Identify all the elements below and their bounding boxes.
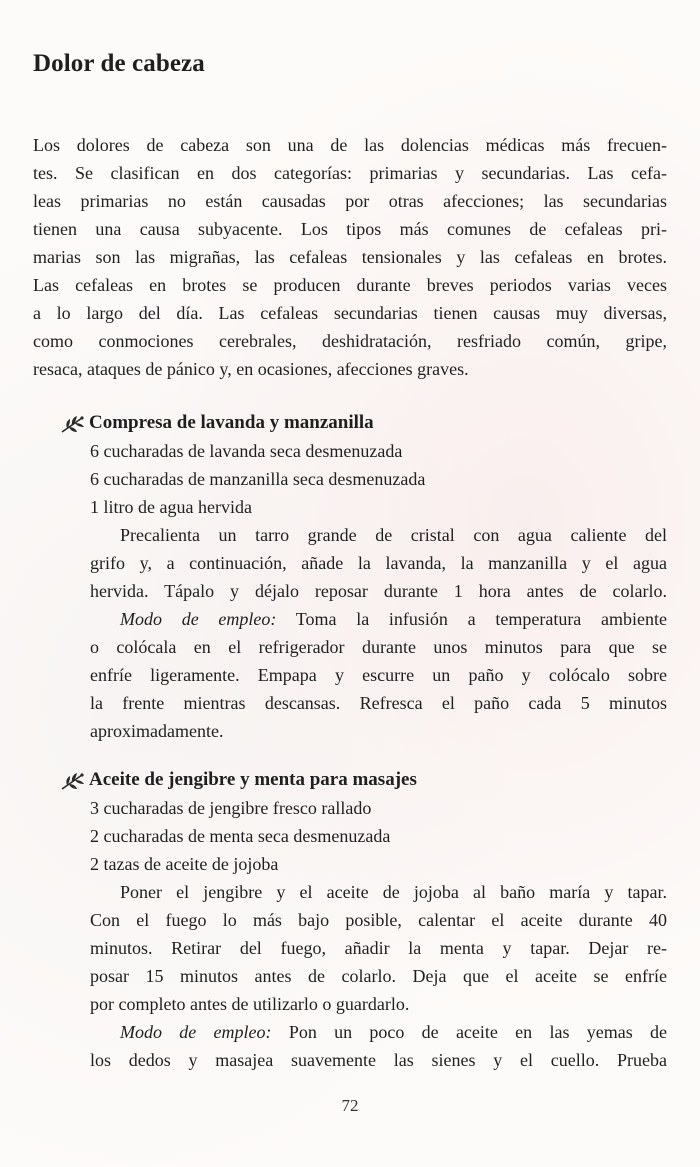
page-number: 72 (341, 1096, 359, 1115)
recipe-lavender-chamomile (60, 409, 667, 745)
instruction-line: posar 15 minutos antes de colarlo. Deja que el aceite se enfríe (90, 966, 667, 986)
usage-text: Pon un poco de aceite en las yemas de (271, 1022, 667, 1042)
instruction-line: Con el fuego lo más bajo posible, calentar el aceite durante 40 (90, 910, 667, 930)
usage-label: Modo de empleo: (120, 609, 277, 629)
ingredient-list (90, 794, 667, 878)
instructions-paragraph (90, 878, 667, 1018)
recipe-title: Aceite de jengibre y menta para masajes (89, 769, 417, 790)
intro-line: resaca, ataques de pánico y, en ocasiones, afecciones graves. (33, 359, 469, 379)
intro-line: a lo largo del día. Las cefaleas secundarias tienen causas muy diversas, (33, 303, 667, 323)
instruction-line: hervida. Tápalo y déjalo reposar durante 1 hora antes de colarlo. (90, 581, 667, 601)
intro-line: tes. Se clasifican en dos categorías: primarias y secundarias. Las cefa- (33, 163, 667, 183)
usage-text: Toma la infusión a temperatura ambiente (276, 609, 667, 629)
intro-line: leas primarias no están causadas por otras afecciones; las secundarias (33, 191, 667, 211)
instruction-line: por completo antes de utilizarlo o guardarlo. (90, 994, 410, 1014)
usage-line: o colócala en el refrigerador durante unos minutos para que se (90, 637, 667, 657)
ingredient-list (90, 437, 667, 521)
herb-sprig-icon (60, 414, 86, 434)
ingredient-item: 2 cucharadas de menta seca desmenuzada (90, 826, 391, 846)
ingredient-item: 3 cucharadas de jengibre fresco rallado (90, 798, 372, 818)
usage-label: Modo de empleo: (120, 1022, 272, 1042)
intro-line: Los dolores de cabeza son una de las dolencias médicas más frecuen- (33, 135, 667, 155)
intro-line: marias son las migrañas, las cefaleas tensionales y las cefaleas en brotes. (33, 247, 667, 267)
intro-paragraph (33, 131, 667, 383)
instructions-paragraph (90, 521, 667, 605)
instruction-line: grifo y, a continuación, añade la lavanda, la manzanilla y el agua (90, 553, 667, 573)
intro-line: Las cefaleas en brotes se producen durante breves periodos varias veces (33, 275, 667, 295)
ingredient-item: 2 tazas de aceite de jojoba (90, 854, 279, 874)
instruction-line: minutos. Retirar del fuego, añadir la menta y tapar. Dejar re- (90, 938, 667, 958)
usage-line (90, 1018, 667, 1046)
usage-line: los dedos y masajea suavemente las sienes y el cuello. Prueba (90, 1050, 667, 1070)
recipe-title: Compresa de lavanda y manzanilla (89, 412, 374, 433)
page-title: Dolor de cabeza (33, 50, 205, 77)
herb-sprig-icon (60, 771, 86, 791)
usage-line: enfríe ligeramente. Empapa y escurre un paño y colócalo sobre (90, 665, 667, 685)
intro-line: como conmociones cerebrales, deshidratación, resfriado común, gripe, (33, 331, 667, 351)
usage-line: aproximadamente. (90, 721, 224, 741)
usage-line: la frente mientras descansas. Refresca el paño cada 5 minutos (90, 693, 667, 713)
usage-line (90, 605, 667, 633)
usage-paragraph (90, 1018, 667, 1074)
ingredient-item: 6 cucharadas de manzanilla seca desmenuzada (90, 469, 426, 489)
ingredient-item: 6 cucharadas de lavanda seca desmenuzada (90, 441, 403, 461)
intro-line: tienen una causa subyacente. Los tipos más comunes de cefaleas pri- (33, 219, 667, 239)
instruction-line: Precalienta un tarro grande de cristal con agua caliente del (120, 525, 667, 545)
ingredient-item: 1 litro de agua hervida (90, 497, 252, 517)
instruction-line: Poner el jengibre y el aceite de jojoba al baño maría y tapar. (120, 882, 667, 902)
recipe-heading (60, 409, 667, 437)
recipe-heading (60, 766, 667, 794)
recipe-ginger-mint-oil (60, 766, 667, 1074)
usage-paragraph (90, 605, 667, 745)
